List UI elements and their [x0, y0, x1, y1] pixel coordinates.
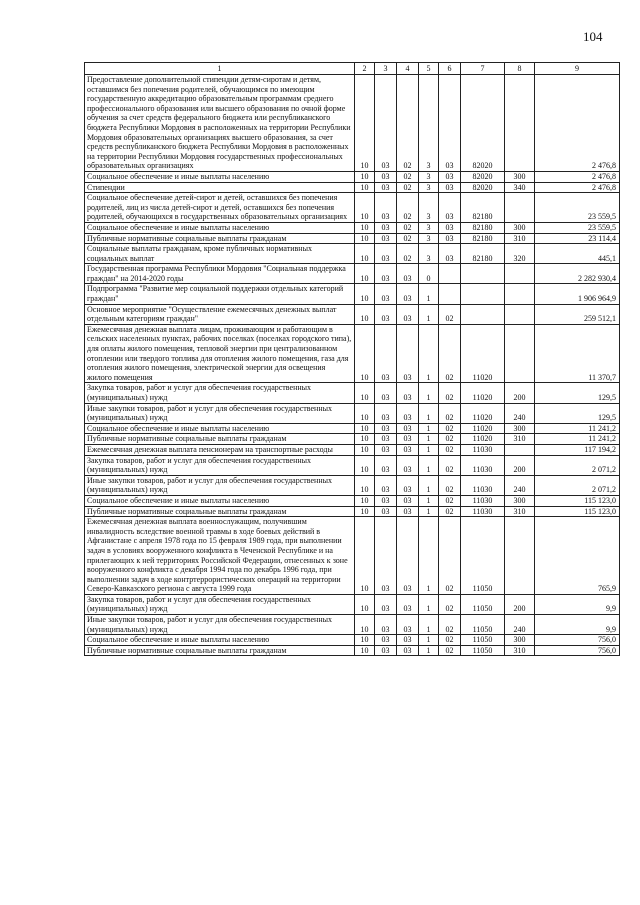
- code-cell: 1: [419, 444, 439, 455]
- amount-cell: 2 282 930,4: [535, 264, 620, 284]
- item-name-cell: Государственная программа Республики Мордовия "Социальная поддержка граждан" на 2014-2020 годы: [85, 264, 355, 284]
- code-cell: 1: [419, 304, 439, 324]
- code-cell: [505, 193, 535, 223]
- code-cell: 310: [505, 233, 535, 244]
- code-cell: 03: [439, 193, 461, 223]
- code-cell: [505, 444, 535, 455]
- table-row: [85, 594, 620, 614]
- code-cell: 1: [419, 495, 439, 506]
- column-header: 1: [85, 63, 355, 75]
- code-cell: 1: [419, 423, 439, 434]
- code-cell: 3: [419, 233, 439, 244]
- amount-cell: 23 559,5: [535, 222, 620, 233]
- amount-cell: 23 114,4: [535, 233, 620, 244]
- code-cell: 03: [397, 423, 419, 434]
- amount-cell: 9,9: [535, 615, 620, 635]
- code-cell: 10: [355, 455, 375, 475]
- amount-cell: 756,0: [535, 645, 620, 656]
- code-cell: [461, 284, 505, 304]
- code-cell: 1: [419, 383, 439, 403]
- code-cell: 82020: [461, 182, 505, 193]
- amount-cell: 117 194,2: [535, 444, 620, 455]
- code-cell: 10: [355, 635, 375, 646]
- code-cell: 03: [375, 594, 397, 614]
- code-cell: 10: [355, 324, 375, 383]
- code-cell: 300: [505, 635, 535, 646]
- table-row: [85, 193, 620, 223]
- code-cell: 03: [439, 182, 461, 193]
- amount-cell: 1 906 964,9: [535, 284, 620, 304]
- item-name-cell: Закупка товаров, работ и услуг для обеспечения государственных (муниципальных) нужд: [85, 594, 355, 614]
- amount-cell: 115 123,0: [535, 506, 620, 517]
- item-name-cell: Публичные нормативные социальные выплаты гражданам: [85, 434, 355, 445]
- code-cell: 03: [397, 304, 419, 324]
- code-cell: 03: [375, 244, 397, 264]
- code-cell: [461, 304, 505, 324]
- table-body: [85, 75, 620, 656]
- item-name-cell: Социальное обеспечение и иные выплаты населению: [85, 222, 355, 233]
- code-cell: [439, 264, 461, 284]
- code-cell: 3: [419, 171, 439, 182]
- code-cell: 03: [375, 635, 397, 646]
- table-row: [85, 284, 620, 304]
- code-cell: 320: [505, 244, 535, 264]
- amount-cell: 2 476,8: [535, 182, 620, 193]
- code-cell: 300: [505, 495, 535, 506]
- code-cell: 03: [375, 233, 397, 244]
- code-cell: 10: [355, 75, 375, 172]
- code-cell: 11030: [461, 495, 505, 506]
- code-cell: [505, 517, 535, 595]
- code-cell: 1: [419, 594, 439, 614]
- code-cell: 02: [439, 475, 461, 495]
- code-cell: 1: [419, 403, 439, 423]
- code-cell: 02: [439, 495, 461, 506]
- code-cell: 02: [439, 517, 461, 595]
- table-row: [85, 264, 620, 284]
- code-cell: 03: [397, 506, 419, 517]
- code-cell: 03: [397, 403, 419, 423]
- budget-table: [84, 62, 620, 656]
- item-name-cell: Стипендии: [85, 182, 355, 193]
- code-cell: 10: [355, 403, 375, 423]
- code-cell: 10: [355, 645, 375, 656]
- amount-cell: 129,5: [535, 403, 620, 423]
- amount-cell: 2 476,8: [535, 75, 620, 172]
- amount-cell: 445,1: [535, 244, 620, 264]
- code-cell: 11030: [461, 444, 505, 455]
- code-cell: 03: [397, 455, 419, 475]
- code-cell: 03: [375, 475, 397, 495]
- code-cell: 03: [397, 635, 419, 646]
- amount-cell: 2 071,2: [535, 475, 620, 495]
- code-cell: 10: [355, 233, 375, 244]
- amount-cell: 2 071,2: [535, 455, 620, 475]
- item-name-cell: Иные закупки товаров, работ и услуг для обеспечения государственных (муниципальных) нужд: [85, 403, 355, 423]
- code-cell: 300: [505, 171, 535, 182]
- code-cell: 82020: [461, 171, 505, 182]
- code-cell: 10: [355, 444, 375, 455]
- amount-cell: 9,9: [535, 594, 620, 614]
- code-cell: 02: [439, 403, 461, 423]
- code-cell: 03: [397, 284, 419, 304]
- code-cell: 02: [439, 324, 461, 383]
- item-name-cell: Социальное обеспечение детей-сирот и детей, оставшихся без попечения родителей, лиц из числа детей-сирот и детей, оставшихся без попечения родителей, обучающихся в государственных образовательных организациях: [85, 193, 355, 223]
- code-cell: 240: [505, 475, 535, 495]
- code-cell: 1: [419, 324, 439, 383]
- table-row: [85, 635, 620, 646]
- item-name-cell: Социальные выплаты гражданам, кроме публичных нормативных социальных выплат: [85, 244, 355, 264]
- code-cell: 1: [419, 517, 439, 595]
- code-cell: 11020: [461, 324, 505, 383]
- item-name-cell: Предоставление дополнительной стипендии детям-сиротам и детям, оставшимся без попечения родителей, обучающимся по имеющим государственную аккредитацию образовательным программам среднего профессионального образования или высшего образования по очной форме обучения за счет средств федерального бюджета или республиканского бюджета Республики Мордовия в расположенных на территории Республики Мордовия образовательных организациях высшего образования, за счет средств республиканского бюджета Республики Мордовия в расположенных на территории Республики Мордовия государственных профессиональных образовательных организациях: [85, 75, 355, 172]
- code-cell: 11050: [461, 645, 505, 656]
- code-cell: 02: [397, 233, 419, 244]
- code-cell: 03: [375, 284, 397, 304]
- code-cell: 1: [419, 615, 439, 635]
- table-row: [85, 233, 620, 244]
- code-cell: 10: [355, 264, 375, 284]
- code-cell: 11030: [461, 506, 505, 517]
- code-cell: 82180: [461, 244, 505, 264]
- amount-cell: 11 241,2: [535, 423, 620, 434]
- code-cell: 10: [355, 434, 375, 445]
- item-name-cell: Социальное обеспечение и иные выплаты населению: [85, 171, 355, 182]
- amount-cell: 11 241,2: [535, 434, 620, 445]
- code-cell: 82180: [461, 233, 505, 244]
- code-cell: 3: [419, 244, 439, 264]
- code-cell: 03: [375, 645, 397, 656]
- table-row: [85, 171, 620, 182]
- code-cell: 10: [355, 171, 375, 182]
- code-cell: 200: [505, 383, 535, 403]
- item-name-cell: Подпрограмма "Развитие мер социальной поддержки отдельных категорий граждан": [85, 284, 355, 304]
- table-row: [85, 244, 620, 264]
- code-cell: 82180: [461, 222, 505, 233]
- code-cell: [505, 264, 535, 284]
- column-header: 3: [375, 63, 397, 75]
- code-cell: 10: [355, 506, 375, 517]
- amount-cell: 259 512,1: [535, 304, 620, 324]
- item-name-cell: Публичные нормативные социальные выплаты гражданам: [85, 506, 355, 517]
- amount-cell: 756,0: [535, 635, 620, 646]
- item-name-cell: Ежемесячная денежная выплата военнослужащим, получившим инвалидность вследствие военной травмы в ходе боевых действий в Афганистане с апреля 1978 года по 15 февраля 1989 года, при выполнении задач в условиях вооруженного конфликта в Чеченской Республике и на прилегающих к ней территориях Российской Федерации, отнесенных к зоне вооруженного конфликта с декабря 1994 года по декабрь 1996 года, при выполнении задач в ходе контртеррористических операций на территории Северо-Кавказского региона с августа 1999 года: [85, 517, 355, 595]
- code-cell: 02: [439, 455, 461, 475]
- code-cell: 03: [397, 434, 419, 445]
- code-cell: 02: [397, 171, 419, 182]
- code-cell: 03: [375, 434, 397, 445]
- item-name-cell: Закупка товаров, работ и услуг для обеспечения государственных (муниципальных) нужд: [85, 455, 355, 475]
- code-cell: 11050: [461, 594, 505, 614]
- code-cell: 1: [419, 635, 439, 646]
- table-row: [85, 304, 620, 324]
- code-cell: 03: [397, 517, 419, 595]
- column-header: 9: [535, 63, 620, 75]
- item-name-cell: Ежемесячная денежная выплата лицам, проживающим и работающим в сельских населенных пунктах, рабочих поселках (поселках городского типа), для оплаты жилого помещения, тепловой энергии при централизованном отоплении или твердого топлива для отопления жилого помещения, газа для отопления жилого помещения, электрической энергии для освещения жилого помещения: [85, 324, 355, 383]
- code-cell: 03: [397, 264, 419, 284]
- code-cell: 3: [419, 193, 439, 223]
- code-cell: 02: [439, 645, 461, 656]
- column-header: 8: [505, 63, 535, 75]
- amount-cell: 23 559,5: [535, 193, 620, 223]
- code-cell: 3: [419, 222, 439, 233]
- table-row: [85, 506, 620, 517]
- code-cell: 11050: [461, 517, 505, 595]
- code-cell: 10: [355, 517, 375, 595]
- table-row: [85, 434, 620, 445]
- code-cell: 02: [397, 75, 419, 172]
- code-cell: 03: [375, 455, 397, 475]
- table-row: [85, 222, 620, 233]
- table-row: [85, 324, 620, 383]
- code-cell: 10: [355, 182, 375, 193]
- code-cell: 03: [375, 517, 397, 595]
- code-cell: 03: [439, 244, 461, 264]
- amount-cell: 2 476,8: [535, 171, 620, 182]
- code-cell: 03: [439, 75, 461, 172]
- code-cell: 03: [375, 182, 397, 193]
- code-cell: [505, 304, 535, 324]
- page-number: 104: [583, 29, 603, 44]
- code-cell: 10: [355, 495, 375, 506]
- code-cell: 02: [439, 434, 461, 445]
- code-cell: 03: [375, 444, 397, 455]
- code-cell: 02: [439, 594, 461, 614]
- code-cell: 82180: [461, 193, 505, 223]
- code-cell: 3: [419, 75, 439, 172]
- amount-cell: 115 123,0: [535, 495, 620, 506]
- table-row: [85, 75, 620, 172]
- item-name-cell: Публичные нормативные социальные выплаты гражданам: [85, 233, 355, 244]
- code-cell: 11020: [461, 383, 505, 403]
- code-cell: 10: [355, 193, 375, 223]
- code-cell: 340: [505, 182, 535, 193]
- code-cell: 03: [375, 222, 397, 233]
- code-cell: 11020: [461, 403, 505, 423]
- code-cell: 10: [355, 383, 375, 403]
- code-cell: 03: [375, 171, 397, 182]
- code-cell: 10: [355, 244, 375, 264]
- code-cell: 300: [505, 222, 535, 233]
- code-cell: [505, 284, 535, 304]
- table-row: [85, 495, 620, 506]
- code-cell: 03: [375, 304, 397, 324]
- code-cell: 11030: [461, 475, 505, 495]
- table-row: [85, 455, 620, 475]
- item-name-cell: Закупка товаров, работ и услуг для обеспечения государственных (муниципальных) нужд: [85, 383, 355, 403]
- code-cell: 240: [505, 615, 535, 635]
- code-cell: 03: [397, 645, 419, 656]
- code-cell: 03: [375, 495, 397, 506]
- code-cell: 3: [419, 182, 439, 193]
- code-cell: 02: [439, 506, 461, 517]
- code-cell: 82020: [461, 75, 505, 172]
- item-name-cell: Публичные нормативные социальные выплаты гражданам: [85, 645, 355, 656]
- code-cell: 02: [397, 182, 419, 193]
- code-cell: 10: [355, 423, 375, 434]
- code-cell: 0: [419, 264, 439, 284]
- code-cell: 1: [419, 284, 439, 304]
- item-name-cell: Ежемесячная денежная выплата пенсионерам на транспортные расходы: [85, 444, 355, 455]
- code-cell: 03: [375, 506, 397, 517]
- column-header: 6: [439, 63, 461, 75]
- code-cell: 200: [505, 594, 535, 614]
- code-cell: [461, 264, 505, 284]
- code-cell: 02: [439, 383, 461, 403]
- code-cell: 10: [355, 222, 375, 233]
- code-cell: 11020: [461, 423, 505, 434]
- code-cell: 02: [439, 444, 461, 455]
- code-cell: 1: [419, 506, 439, 517]
- code-cell: 10: [355, 475, 375, 495]
- amount-cell: 765,9: [535, 517, 620, 595]
- item-name-cell: Социальное обеспечение и иные выплаты населению: [85, 635, 355, 646]
- table-row: [85, 475, 620, 495]
- code-cell: 02: [397, 193, 419, 223]
- code-cell: 310: [505, 434, 535, 445]
- code-cell: 10: [355, 284, 375, 304]
- code-cell: 03: [439, 233, 461, 244]
- code-cell: 10: [355, 304, 375, 324]
- code-cell: 11020: [461, 434, 505, 445]
- table-row: [85, 517, 620, 595]
- code-cell: 03: [375, 615, 397, 635]
- code-cell: 1: [419, 455, 439, 475]
- code-cell: 03: [375, 193, 397, 223]
- amount-cell: 11 370,7: [535, 324, 620, 383]
- code-cell: 03: [375, 75, 397, 172]
- code-cell: 03: [375, 264, 397, 284]
- code-cell: 03: [397, 444, 419, 455]
- code-cell: 03: [397, 615, 419, 635]
- code-cell: 03: [375, 423, 397, 434]
- item-name-cell: Иные закупки товаров, работ и услуг для обеспечения государственных (муниципальных) нужд: [85, 615, 355, 635]
- code-cell: [439, 284, 461, 304]
- table-row: [85, 403, 620, 423]
- item-name-cell: Социальное обеспечение и иные выплаты населению: [85, 495, 355, 506]
- code-cell: 310: [505, 645, 535, 656]
- code-cell: 03: [375, 324, 397, 383]
- code-cell: 240: [505, 403, 535, 423]
- column-header: 7: [461, 63, 505, 75]
- code-cell: 310: [505, 506, 535, 517]
- code-cell: 10: [355, 615, 375, 635]
- code-cell: 1: [419, 434, 439, 445]
- code-cell: 03: [375, 383, 397, 403]
- code-cell: 02: [439, 423, 461, 434]
- item-name-cell: Иные закупки товаров, работ и услуг для обеспечения государственных (муниципальных) нужд: [85, 475, 355, 495]
- table-row: [85, 615, 620, 635]
- code-cell: 03: [439, 171, 461, 182]
- table-row: [85, 182, 620, 193]
- code-cell: 03: [375, 403, 397, 423]
- code-cell: 03: [397, 475, 419, 495]
- code-cell: 02: [439, 304, 461, 324]
- code-cell: 03: [397, 383, 419, 403]
- code-cell: 02: [397, 222, 419, 233]
- code-cell: 03: [397, 324, 419, 383]
- code-cell: 11030: [461, 455, 505, 475]
- code-cell: 1: [419, 475, 439, 495]
- table-row: [85, 383, 620, 403]
- code-cell: [505, 324, 535, 383]
- code-cell: 03: [397, 594, 419, 614]
- code-cell: [505, 75, 535, 172]
- item-name-cell: Основное мероприятие "Осуществление ежемесячных денежных выплат отдельным категориям граждан": [85, 304, 355, 324]
- code-cell: 11050: [461, 635, 505, 646]
- item-name-cell: Социальное обеспечение и иные выплаты населению: [85, 423, 355, 434]
- code-cell: 300: [505, 423, 535, 434]
- table-row: [85, 645, 620, 656]
- code-cell: 1: [419, 645, 439, 656]
- code-cell: 02: [439, 635, 461, 646]
- code-cell: 03: [439, 222, 461, 233]
- code-cell: 10: [355, 594, 375, 614]
- table-row: [85, 423, 620, 434]
- code-cell: 11050: [461, 615, 505, 635]
- column-header: 4: [397, 63, 419, 75]
- amount-cell: 129,5: [535, 383, 620, 403]
- code-cell: 200: [505, 455, 535, 475]
- column-header: 5: [419, 63, 439, 75]
- code-cell: 03: [397, 495, 419, 506]
- code-cell: 02: [439, 615, 461, 635]
- header-row: [85, 63, 620, 75]
- column-header: 2: [355, 63, 375, 75]
- table-row: [85, 444, 620, 455]
- code-cell: 02: [397, 244, 419, 264]
